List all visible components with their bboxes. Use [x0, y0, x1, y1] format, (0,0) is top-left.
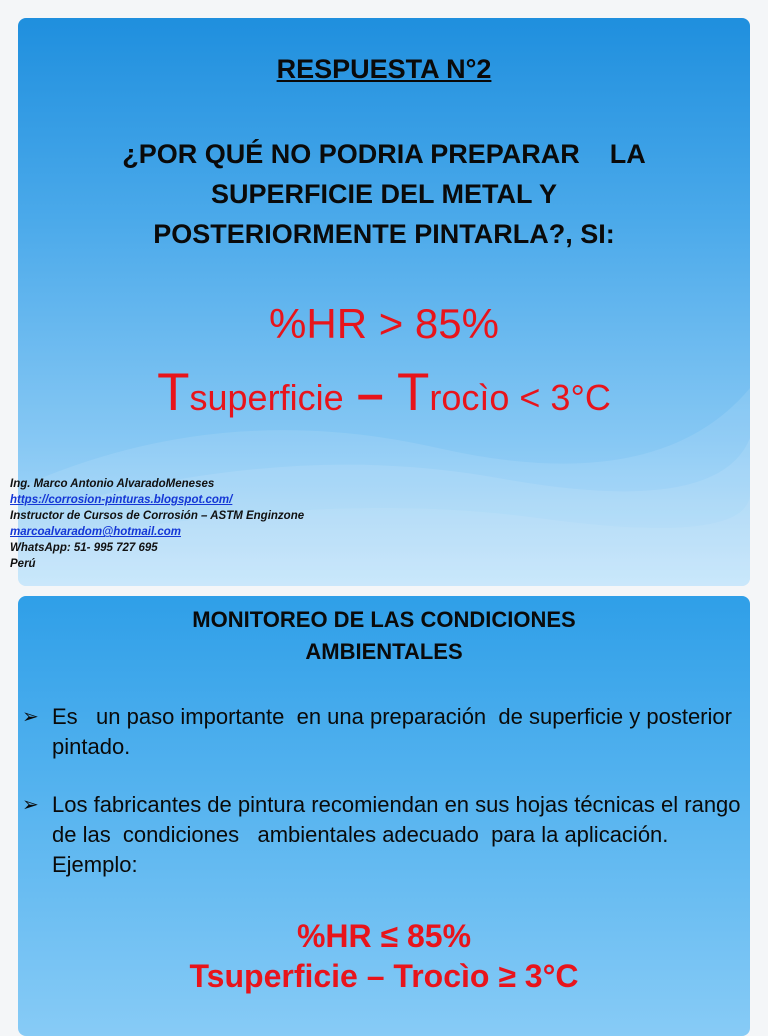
temp-threshold: < 3°C: [509, 377, 611, 418]
blog-link[interactable]: https://corrosion-pinturas.blogspot.com/: [10, 494, 233, 506]
country-text: Perú: [10, 558, 36, 570]
question-text: [18, 134, 750, 254]
question-line: SUPERFICIE DEL METAL Y: [210, 179, 558, 209]
author-role: Instructor de Cursos de Corrosión – ASTM Enginzone: [10, 510, 305, 522]
temp-t-letter: T: [157, 363, 190, 422]
temp-dewpoint-label: rocìo: [429, 377, 510, 418]
bullet-text: Es un paso importante en una preparación de superficie y posterior pintado.: [52, 704, 739, 759]
title-line: MONITOREO DE LAS CONDICIONES: [192, 607, 576, 632]
arrow-bullet-icon: ➢: [22, 706, 39, 728]
bullet-text: Los fabricantes de pintura recomiendan en sus hojas técnicas el rango de las condiciones ambientales adecuado para la aplicación. Ejemplo:: [52, 792, 747, 877]
example-humidity: %HR ≤ 85%: [296, 918, 472, 954]
title-line: AMBIENTALES: [305, 639, 463, 664]
bullet-item: [22, 702, 742, 762]
bullet-item: [22, 790, 747, 880]
example-temperature: Tsuperficie – Trocìo ≥ 3°C: [189, 958, 579, 994]
temp-dash: –: [343, 368, 397, 421]
temp-t-letter: T: [396, 363, 430, 422]
author-credits: [10, 476, 304, 572]
humidity-condition: %HR > 85%: [269, 300, 499, 347]
slide-title: [18, 604, 750, 668]
slide-title: RESPUESTA N°2: [276, 54, 492, 84]
question-line: POSTERIORMENTE PINTARLA?, SI:: [153, 219, 615, 249]
whatsapp-text: WhatsApp: 51- 995 727 695: [10, 542, 158, 554]
temperature-condition: [18, 362, 750, 423]
slide-2: [18, 596, 750, 1036]
author-name: Ing. Marco Antonio AlvaradoMeneses: [10, 478, 215, 490]
temp-surface-label: superficie: [189, 377, 344, 418]
email-link[interactable]: marcoalvaradom@hotmail.com: [10, 526, 181, 538]
arrow-bullet-icon: ➢: [22, 794, 39, 816]
question-line: ¿POR QUÉ NO PODRIA PREPARAR LA: [122, 139, 646, 169]
